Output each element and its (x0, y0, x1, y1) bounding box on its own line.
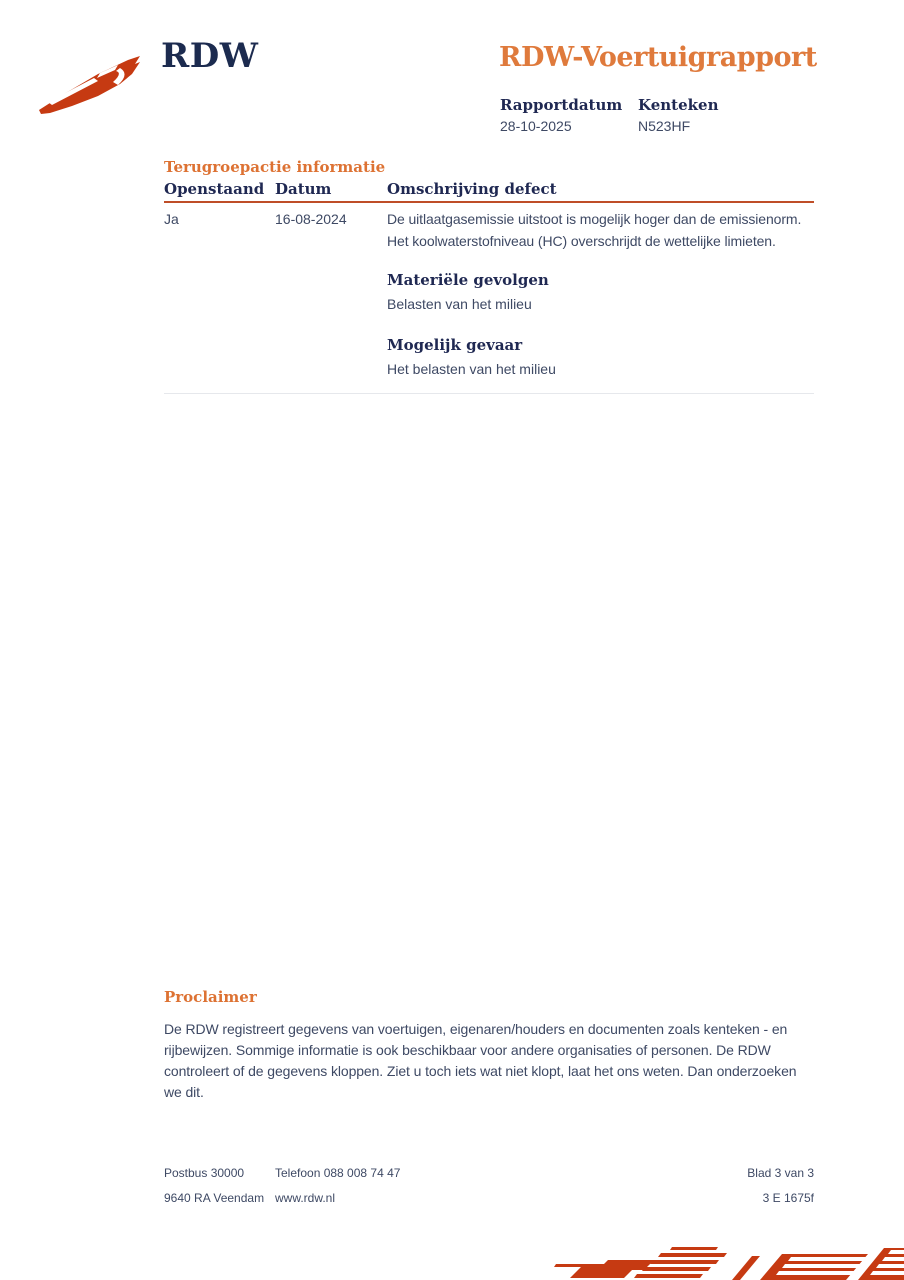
recall-section-heading: Terugroepactie informatie (164, 158, 386, 176)
report-title: RDW-Voertuigrapport (499, 42, 817, 73)
proclaimer-text: De RDW registreert gegevens van voertuigen, eigenaren/houders en documenten zoals kenteken - en rijbewijzen. Sommige informatie is ook beschikbaar voor andere organisaties of personen. De RDW controleert of de gegevens kloppen. Ziet u toch iets wat niet klopt, laat het ons weten. Dan onderzoeken we dit. (164, 1021, 797, 1100)
recall-table-row (164, 203, 814, 394)
footer-doc-code: 3 E 1675f (762, 1191, 814, 1205)
rdw-logo-flag-icon (36, 52, 148, 118)
report-date-label: Rapportdatum (500, 96, 623, 114)
footer-row-2 (164, 1191, 814, 1205)
cell-defect-description (387, 208, 814, 377)
page-footer (164, 1166, 814, 1216)
material-consequences-heading: Materiële gevolgen (387, 271, 549, 289)
rdw-logo-text: RDW (161, 36, 259, 76)
footer-row-1 (164, 1166, 814, 1180)
recall-table (164, 180, 814, 394)
recall-table-header-row (164, 180, 814, 203)
proclaimer-heading: Proclaimer (164, 988, 257, 1006)
possible-danger-text: Het belasten van het milieu (387, 361, 556, 377)
column-header-datum: Datum (275, 180, 332, 198)
footer-city: 9640 RA Veendam (164, 1191, 265, 1205)
footer-website: www.rdw.nl (275, 1191, 336, 1205)
material-consequences-text: Belasten van het milieu (387, 296, 532, 312)
footer-postbus: Postbus 30000 (164, 1166, 245, 1180)
footer-page-indicator: Blad 3 van 3 (747, 1166, 814, 1180)
report-date-value: 28-10-2025 (500, 118, 572, 134)
cell-datum: 16-08-2024 (275, 211, 347, 227)
footer-phone: Telefoon 088 008 74 47 (275, 1166, 401, 1180)
cell-openstaand: Ja (164, 211, 179, 227)
speed-stripes-graphic-icon (514, 1240, 904, 1280)
column-header-openstaand: Openstaand (164, 180, 265, 198)
license-plate-value: N523HF (638, 118, 691, 134)
proclaimer-section (164, 988, 814, 1103)
defect-line-1: De uitlaatgasemissie uitstoot is mogelijk hoger dan de emissienorm. (387, 211, 802, 227)
possible-danger-heading: Mogelijk gevaar (387, 336, 523, 354)
defect-line-2: Het koolwaterstofniveau (HC) overschrijdt de wettelijke limieten. (387, 233, 776, 249)
license-plate-label: Kenteken (638, 96, 719, 114)
column-header-omschrijving-defect: Omschrijving defect (387, 180, 557, 198)
